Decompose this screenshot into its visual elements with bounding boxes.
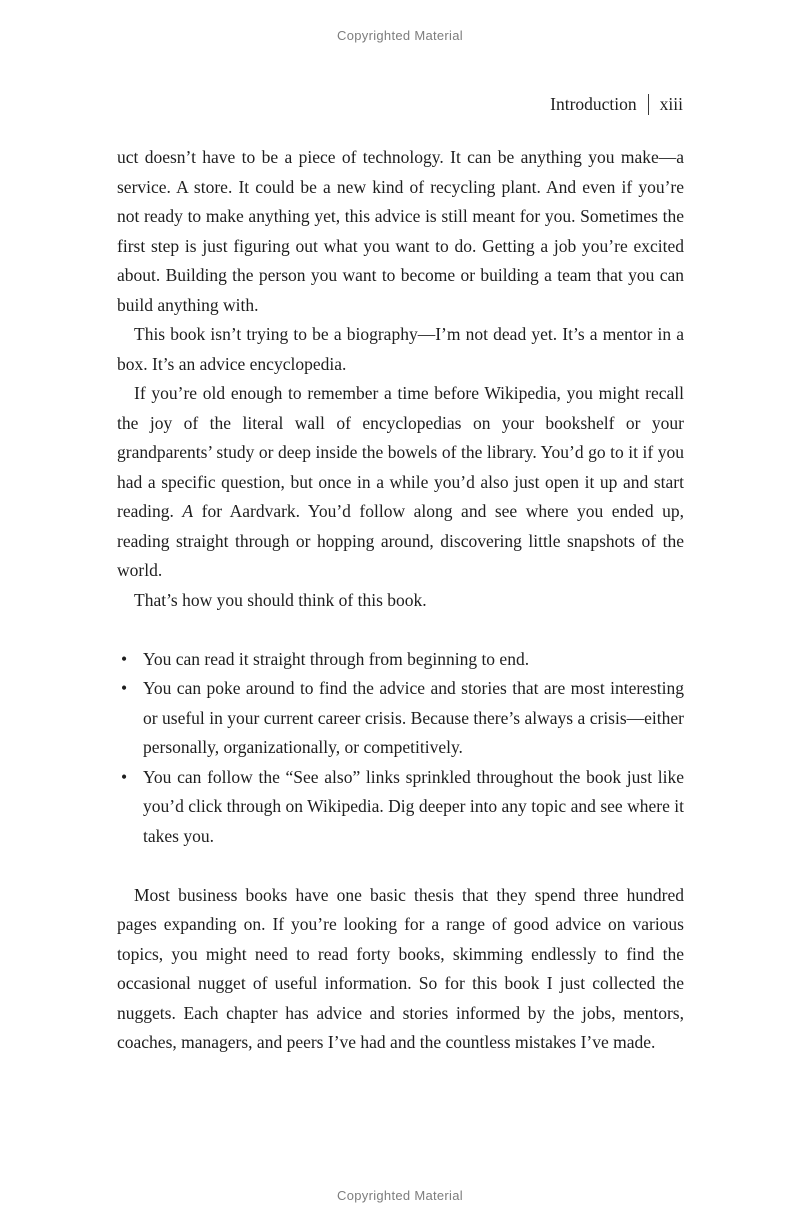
paragraph-continuation: uct doesn’t have to be a piece of technology. It can be anything you make—a service. A store. It could be a new kind of recycling plant. And even if you’re not ready to make anything yet, this advice is still meant for you. Sometimes the first step is just figuring out what you want to do. Getting a job you’re excited about. Building the person you want to become or building a team that you can build anything with. (117, 147, 684, 315)
running-header-title: Introduction (550, 94, 637, 114)
list-item-text: You can follow the “See also” links sprinkled throughout the book just like you’d click through on Wikipedia. Dig deeper into any topic and see where it takes you. (143, 766, 684, 846)
list-item (117, 674, 684, 763)
copyright-notice-top: Copyrighted Material (337, 28, 463, 43)
list-item-text: You can poke around to find the advice and stories that are most interesting or useful in your current career crisis. Because there’s always a crisis—either personally, organizationally, or competitively. (143, 678, 684, 757)
body-text (117, 143, 684, 1058)
running-header-page-number: xiii (659, 94, 683, 114)
running-header (550, 94, 683, 115)
copyright-notice-bottom: Copyrighted Material (337, 1188, 463, 1203)
list-item (117, 763, 684, 852)
bullet-list (117, 645, 684, 852)
bullet-marker: • (121, 766, 128, 787)
paragraph: If you’re old enough to remember a time before Wikipedia, you might recall the joy of the literal wall of encyclopedias on your bookshelf or your grandparents’ study or deep inside the bowels of the library. You’d go to it if you had a specific question, but once in a while you’d also just open it up and start reading. A for Aardvark. You’d follow along and see where you ended up, reading straight through or hopping around, discovering little snapshots of the world. (117, 383, 684, 580)
list-item (117, 645, 684, 675)
paragraph: That’s how you should think of this book. (134, 589, 427, 610)
list-item-text: You can read it straight through from beginning to end. (143, 648, 530, 669)
paragraph: Most business books have one basic thesis that they spend three hundred pages expanding on. If you’re looking for a range of good advice on various topics, you might need to read forty books, skimming endlessly to find the occasional nugget of useful information. So for this book I just collected the nuggets. Each chapter has advice and stories informed by the jobs, mentors, coaches, managers, and peers I’ve had and the countless mistakes I’ve made. (117, 884, 684, 1052)
paragraph: This book isn’t trying to be a biography—I’m not dead yet. It’s a mentor in a box. It’s an advice encyclopedia. (117, 324, 684, 374)
bullet-marker: • (121, 648, 128, 669)
bullet-marker: • (121, 678, 128, 698)
header-divider-rule (648, 94, 649, 115)
